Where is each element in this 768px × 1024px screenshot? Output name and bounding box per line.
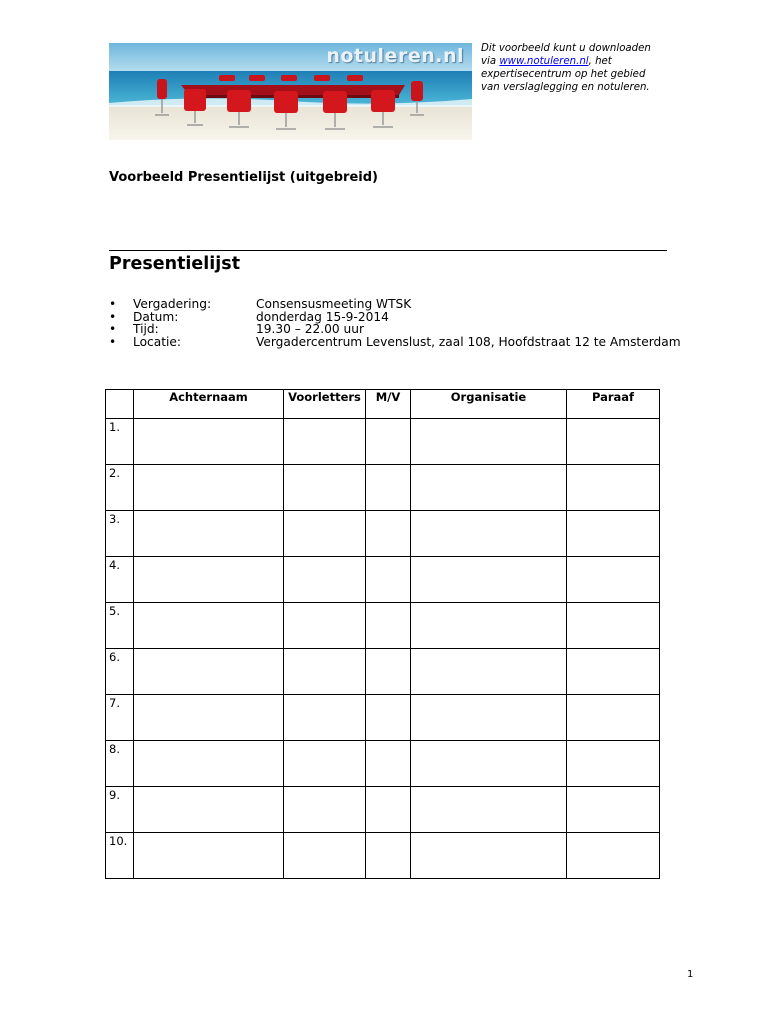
- initials-cell[interactable]: [284, 741, 366, 787]
- surname-cell[interactable]: [134, 511, 284, 557]
- page-number: 1: [687, 969, 694, 980]
- surname-cell[interactable]: [134, 603, 284, 649]
- table-header-row: [106, 390, 660, 419]
- signature-cell[interactable]: [567, 649, 660, 695]
- row-number: 7.: [106, 695, 134, 741]
- signature-cell[interactable]: [567, 511, 660, 557]
- row-number: 1.: [106, 419, 134, 465]
- row-number: 9.: [106, 787, 134, 833]
- organisation-cell[interactable]: [411, 603, 567, 649]
- gender-cell[interactable]: [366, 603, 411, 649]
- detail-label: Locatie:: [133, 335, 181, 350]
- row-number: 3.: [106, 511, 134, 557]
- header-photo: [109, 43, 472, 140]
- notuleren-website-link[interactable]: www.notuleren.nl: [499, 56, 589, 67]
- detail-label: Vergadering:: [133, 297, 212, 311]
- organisation-cell[interactable]: [411, 557, 567, 603]
- gender-cell[interactable]: [366, 695, 411, 741]
- gender-cell[interactable]: [366, 419, 411, 465]
- organisation-cell[interactable]: [411, 741, 567, 787]
- bullet-icon: •: [109, 309, 117, 324]
- row-number: 10.: [106, 833, 134, 879]
- detail-value: 19.30 – 22.00 uur: [256, 322, 364, 337]
- surname-cell[interactable]: [134, 557, 284, 603]
- gender-cell[interactable]: [366, 465, 411, 511]
- surname-cell[interactable]: [134, 833, 284, 879]
- column-header-organisation: Organisatie: [411, 390, 567, 419]
- table-row: [106, 465, 660, 511]
- organisation-cell[interactable]: [411, 465, 567, 511]
- table-row: [106, 603, 660, 649]
- row-number: 5.: [106, 603, 134, 649]
- surname-cell[interactable]: [134, 465, 284, 511]
- column-header-signature: Paraaf: [567, 390, 660, 419]
- attendance-table: [105, 389, 660, 879]
- detail-value: Vergadercentrum Levenslust, zaal 108, Hoofdstraat 12 te Amsterdam: [256, 335, 681, 350]
- signature-cell[interactable]: [567, 465, 660, 511]
- download-note-text-after: , het expertisecentrum op het gebied van verslaglegging en notuleren.: [481, 56, 650, 93]
- table-row: [106, 649, 660, 695]
- bullet-icon: •: [109, 335, 117, 350]
- gender-cell[interactable]: [366, 787, 411, 833]
- table-row: [106, 511, 660, 557]
- signature-cell[interactable]: [567, 695, 660, 741]
- table-row: [106, 833, 660, 879]
- table-row: [106, 787, 660, 833]
- initials-cell[interactable]: [284, 833, 366, 879]
- initials-cell[interactable]: [284, 557, 366, 603]
- table-row: [106, 695, 660, 741]
- horizontal-divider: [109, 250, 667, 251]
- organisation-cell[interactable]: [411, 695, 567, 741]
- row-number: 6.: [106, 649, 134, 695]
- initials-cell[interactable]: [284, 649, 366, 695]
- signature-cell[interactable]: [567, 557, 660, 603]
- initials-cell[interactable]: [284, 603, 366, 649]
- bullet-icon: •: [109, 322, 117, 337]
- page-title: Presentielijst: [109, 254, 241, 274]
- organisation-cell[interactable]: [411, 833, 567, 879]
- surname-cell[interactable]: [134, 695, 284, 741]
- row-number: 2.: [106, 465, 134, 511]
- detail-label: Datum:: [133, 309, 179, 324]
- organisation-cell[interactable]: [411, 419, 567, 465]
- document-subtitle: Voorbeeld Presentielijst (uitgebreid): [109, 170, 378, 185]
- table-row: [106, 741, 660, 787]
- bullet-icon: •: [109, 297, 117, 311]
- surname-cell[interactable]: [134, 419, 284, 465]
- table-row: [106, 419, 660, 465]
- table-row: [106, 557, 660, 603]
- column-header-initials: Voorletters: [284, 390, 366, 419]
- column-header-surname: Achternaam: [134, 390, 284, 419]
- gender-cell[interactable]: [366, 741, 411, 787]
- column-header-number: [106, 390, 134, 419]
- initials-cell[interactable]: [284, 419, 366, 465]
- initials-cell[interactable]: [284, 695, 366, 741]
- detail-value: donderdag 15-9-2014: [256, 309, 389, 324]
- row-number: 4.: [106, 557, 134, 603]
- signature-cell[interactable]: [567, 787, 660, 833]
- gender-cell[interactable]: [366, 511, 411, 557]
- organisation-cell[interactable]: [411, 787, 567, 833]
- gender-cell[interactable]: [366, 557, 411, 603]
- surname-cell[interactable]: [134, 787, 284, 833]
- initials-cell[interactable]: [284, 465, 366, 511]
- gender-cell[interactable]: [366, 649, 411, 695]
- column-header-gender: M/V: [366, 390, 411, 419]
- surname-cell[interactable]: [134, 741, 284, 787]
- organisation-cell[interactable]: [411, 649, 567, 695]
- initials-cell[interactable]: [284, 511, 366, 557]
- surname-cell[interactable]: [134, 649, 284, 695]
- signature-cell[interactable]: [567, 833, 660, 879]
- gender-cell[interactable]: [366, 833, 411, 879]
- organisation-cell[interactable]: [411, 511, 567, 557]
- download-note: [481, 42, 666, 94]
- detail-value: Consensusmeeting WTSK: [256, 297, 412, 311]
- detail-label: Tijd:: [133, 322, 159, 337]
- initials-cell[interactable]: [284, 787, 366, 833]
- signature-cell[interactable]: [567, 419, 660, 465]
- brand-logo-text: notuleren.nl: [326, 45, 464, 67]
- download-note-text-before: Dit voorbeeld kunt u downloaden via: [481, 43, 651, 67]
- signature-cell[interactable]: [567, 603, 660, 649]
- row-number: 8.: [106, 741, 134, 787]
- signature-cell[interactable]: [567, 741, 660, 787]
